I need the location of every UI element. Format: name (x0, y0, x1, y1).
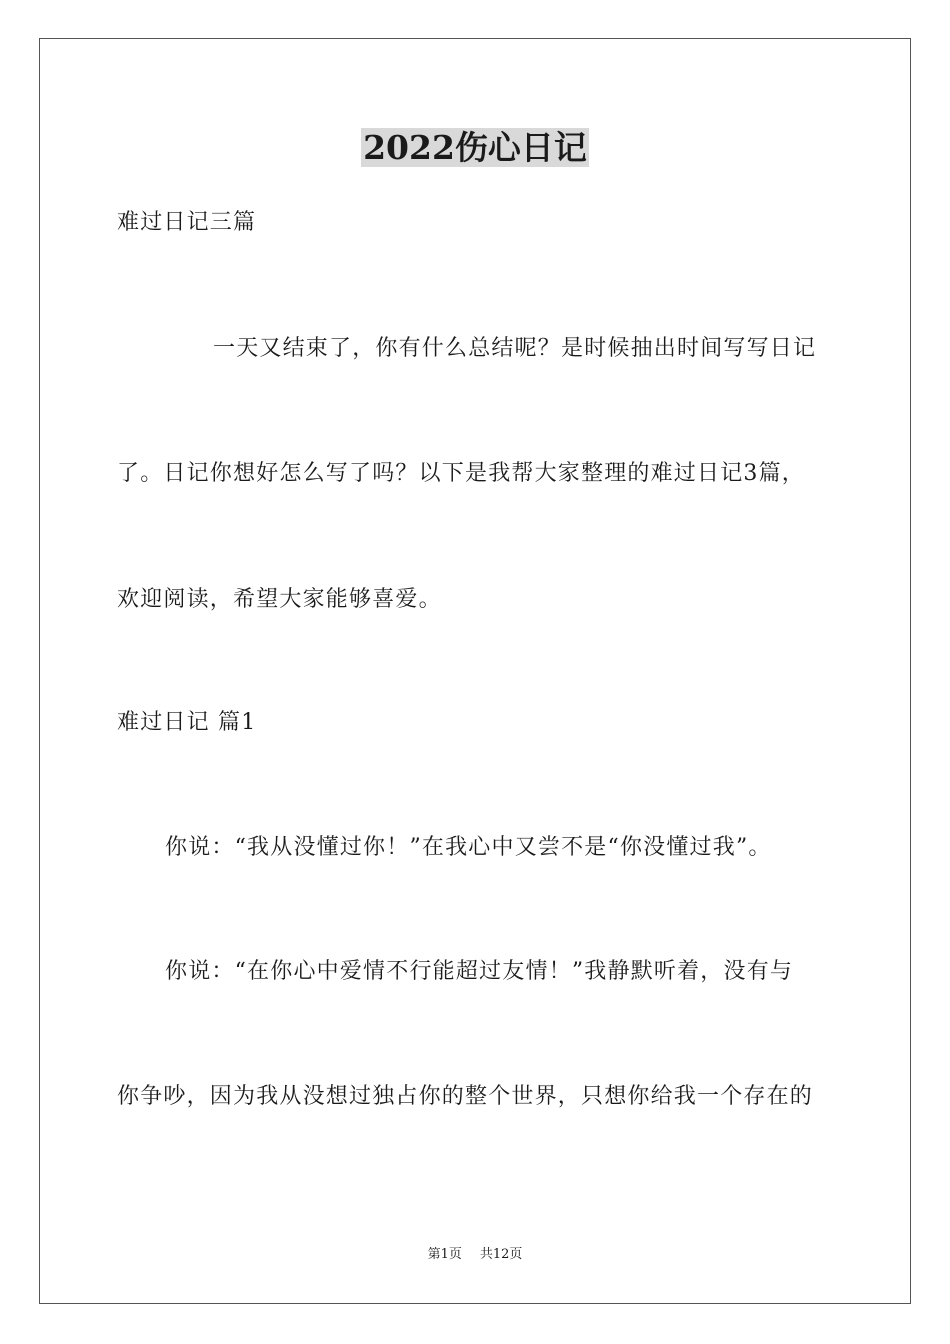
section-heading: 难过日记三篇 (117, 210, 257, 235)
page-number-total: 共12页 (479, 1247, 523, 1262)
paragraph-line: 了。日记你想好怎么写了吗？以下是我帮大家整理的难过日记3篇， (117, 461, 805, 486)
page-number-current: 第1页 (427, 1247, 462, 1262)
paragraph-line: 欢迎阅读，希望大家能够喜爱。 (117, 587, 442, 612)
entry-heading: 难过日记 篇1 (117, 710, 257, 735)
document-title (0, 128, 950, 168)
paragraph-line: 一天又结束了，你有什么总结呢？是时候抽出时间写写日记 (213, 336, 817, 361)
paragraph-line: 你说：“在你心中爱情不行能超过友情！”我静默听着，没有与 (165, 959, 794, 984)
paragraph-line: 你争吵，因为我从没想过独占你的整个世界，只想你给我一个存在的 (117, 1084, 814, 1109)
paragraph-line: 你说：“我从没懂过你！”在我心中又尝不是“你没懂过我”。 (165, 835, 772, 860)
document-title-text: 2022伤心日记 (363, 128, 587, 167)
page-footer (0, 1246, 950, 1264)
